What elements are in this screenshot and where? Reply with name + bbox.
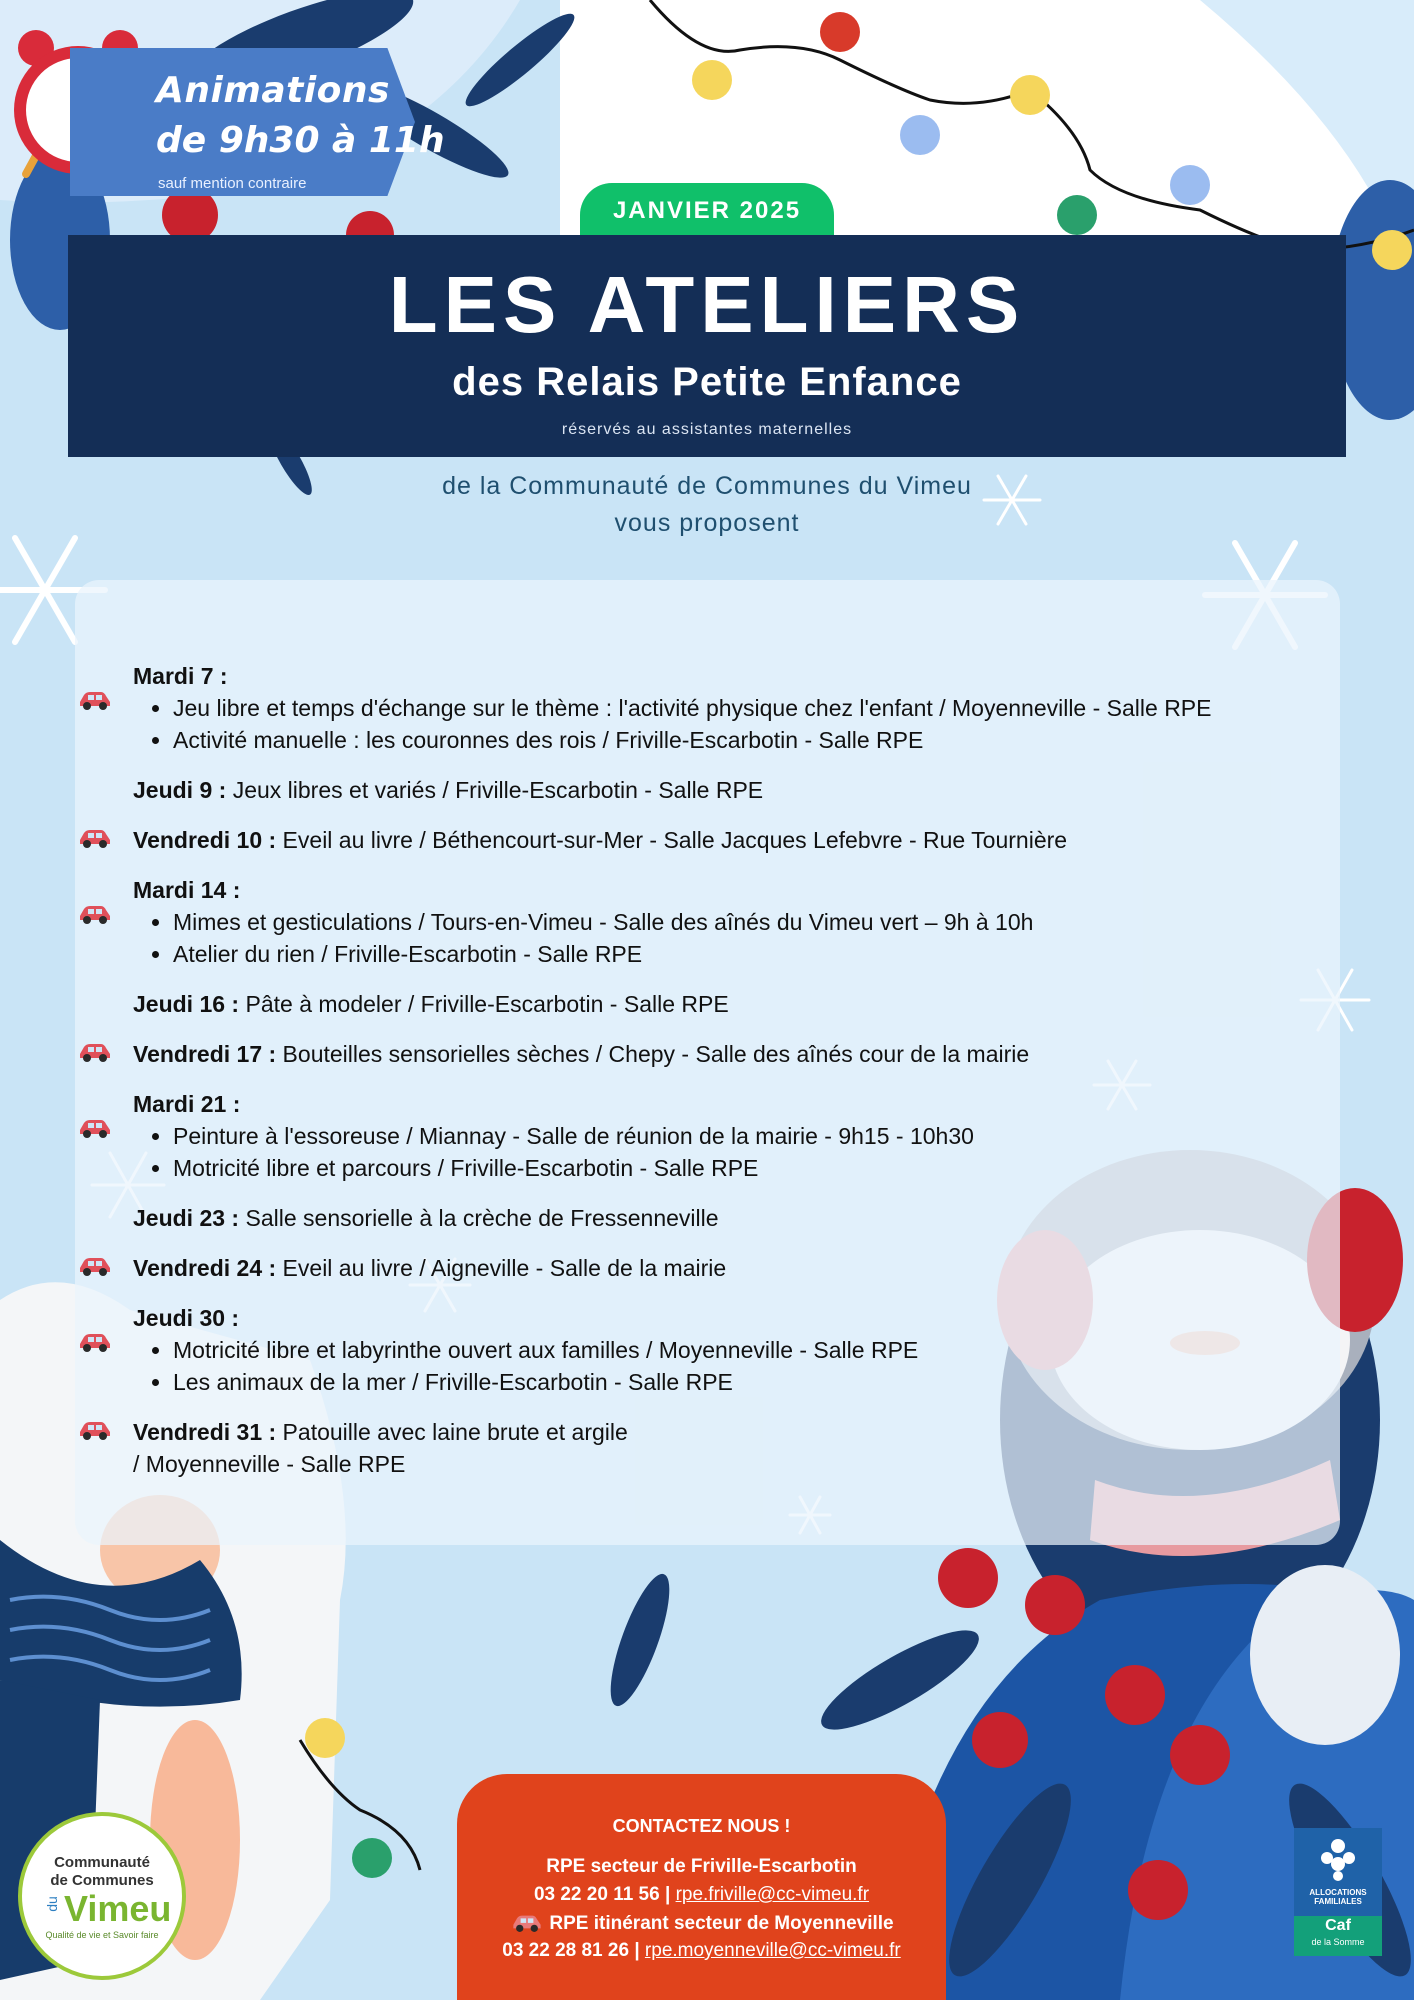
entry-day: Jeudi 30 :	[133, 1305, 240, 1331]
badge-note: sauf mention contraire	[158, 175, 307, 192]
schedule-entry	[133, 1302, 1333, 1398]
entry-item: • Atelier du rien / Friville-Escarbotin - Salle RPE	[173, 938, 1333, 970]
entry-text: Eveil au livre / Béthencourt-sur-Mer - Salle Jacques Lefebvre - Rue Tournière	[276, 827, 1068, 853]
entry-day: Vendredi 10 :	[133, 827, 277, 853]
entry-day: Vendredi 31 :	[133, 1419, 277, 1445]
month-badge: JANVIER 2025	[580, 183, 834, 245]
schedule-entry	[133, 1038, 1333, 1070]
entry-item: • Motricité libre et labyrinthe ouvert aux familles / Moyenneville - Salle RPE	[173, 1334, 1333, 1366]
entry-item: • Jeu libre et temps d'échange sur le thème : l'activité physique chez l'enfant / Moyenneville - Salle RPE	[173, 692, 1333, 724]
caf-logo-top	[1294, 1828, 1382, 1916]
entry-day: Mardi 14 :	[133, 877, 241, 903]
entry-text: Eveil au livre / Aigneville - Salle de la mairie	[276, 1255, 727, 1281]
car-icon	[77, 1116, 113, 1138]
page-subtitle: des Relais Petite Enfance	[452, 360, 962, 404]
contact-email2-link[interactable]: rpe.moyenneville@cc-vimeu.fr	[644, 1940, 901, 1961]
car-icon	[77, 826, 113, 848]
entry-day: Mardi 21 :	[133, 1091, 241, 1117]
entry-item: • Motricité libre et parcours / Friville-Escarbotin - Salle RPE	[173, 1152, 1333, 1184]
logo-tagline: Qualité de vie et Savoir faire	[45, 1930, 159, 1940]
entry-day: Jeudi 23 :	[133, 1205, 240, 1231]
schedule-entry	[133, 1252, 1333, 1284]
schedule-entry	[133, 1088, 1333, 1184]
car-icon	[77, 1418, 113, 1440]
schedule-entry	[133, 660, 1333, 756]
contact-email1-link[interactable]: rpe.friville@cc-vimeu.fr	[675, 1884, 870, 1905]
contact-phone1: 03 22 20 11 56 |	[533, 1884, 676, 1905]
caf-emblem-icon	[1318, 1836, 1358, 1882]
schedule-entry	[133, 774, 1333, 806]
community-line1: de la Communauté de Communes du Vimeu	[442, 472, 972, 500]
schedule-entry	[133, 824, 1333, 856]
contact-sector1: RPE secteur de Friville-Escarbotin	[546, 1856, 857, 1877]
entry-item: • Les animaux de la mer / Friville-Escarbotin - Salle RPE	[173, 1366, 1333, 1398]
entry-text: Bouteilles sensorielles sèches / Chepy - Salle des aînés cour de la mairie	[276, 1041, 1030, 1067]
car-icon	[77, 1254, 113, 1276]
entry-text: Salle sensorielle à la crèche de Fressenneville	[239, 1205, 719, 1231]
logo-text-line1: Communauté	[54, 1854, 150, 1871]
logo-text-line2: de Communes	[50, 1872, 154, 1889]
schedule-entry	[133, 1416, 1333, 1480]
schedule-list	[133, 660, 1333, 1498]
contact-title: CONTACTEZ NOUS !	[612, 1816, 791, 1836]
entry-item: • Mimes et gesticulations / Tours-en-Vimeu - Salle des aînés du Vimeu vert – 9h à 10h	[173, 906, 1333, 938]
car-icon	[77, 1040, 113, 1062]
contact-line4	[457, 1940, 946, 1962]
schedule-entry	[133, 1202, 1333, 1234]
entry-item: • Peinture à l'essoreuse / Miannay - Salle de réunion de la mairie - 9h15 - 10h30	[173, 1120, 1333, 1152]
header-block	[68, 235, 1346, 457]
entry-day: Mardi 7 :	[133, 663, 228, 689]
contact-phone2: 03 22 28 81 26 |	[502, 1940, 645, 1961]
contact-sector2	[457, 1912, 946, 1935]
schedule-entry	[133, 874, 1333, 970]
entry-item: • Activité manuelle : les couronnes des rois / Friville-Escarbotin - Salle RPE	[173, 724, 1333, 756]
car-icon	[77, 688, 113, 710]
badge-line2: de 9h30 à 11h	[156, 120, 445, 161]
entry-day: Jeudi 16 :	[133, 991, 240, 1017]
page-title: LES ATELIERS	[388, 260, 1026, 349]
entry-text: Patouille avec laine brute et argile	[276, 1419, 628, 1445]
community-line2: vous proposent	[614, 509, 800, 537]
caf-name: Caf	[1325, 1917, 1351, 1934]
contact-box	[457, 1774, 946, 2000]
logo-text-vimeu: Vimeu	[64, 1888, 172, 1929]
entry-day: Jeudi 9 :	[133, 777, 227, 803]
car-icon	[509, 1912, 545, 1932]
caf-logo-bottom	[1294, 1916, 1382, 1956]
car-icon	[77, 1330, 113, 1352]
car-icon	[77, 902, 113, 924]
page-audience: réservés au assistantes maternelles	[561, 421, 853, 438]
contact-line2	[457, 1884, 946, 1906]
caf-label: ALLOCATIONS FAMILIALES	[1309, 1888, 1367, 1906]
caf-logo	[1294, 1828, 1382, 1956]
entry-day: Vendredi 24 :	[133, 1255, 277, 1281]
cc-vimeu-logo	[18, 1812, 186, 1980]
badge-line1: Animations	[156, 70, 390, 111]
schedule-entry	[133, 988, 1333, 1020]
caf-region: de la Somme	[1311, 1937, 1365, 1947]
entry-text: Jeux libres et variés / Friville-Escarbotin - Salle RPE	[226, 777, 764, 803]
contact-sector2-label: RPE itinérant secteur de Moyenneville	[549, 1913, 894, 1934]
entry-day: Vendredi 17 :	[133, 1041, 277, 1067]
entry-text: Pâte à modeler / Friville-Escarbotin - Salle RPE	[239, 991, 729, 1017]
entry-text-continued: / Moyenneville - Salle RPE	[133, 1451, 406, 1477]
logo-text-du: du	[43, 1896, 60, 1912]
